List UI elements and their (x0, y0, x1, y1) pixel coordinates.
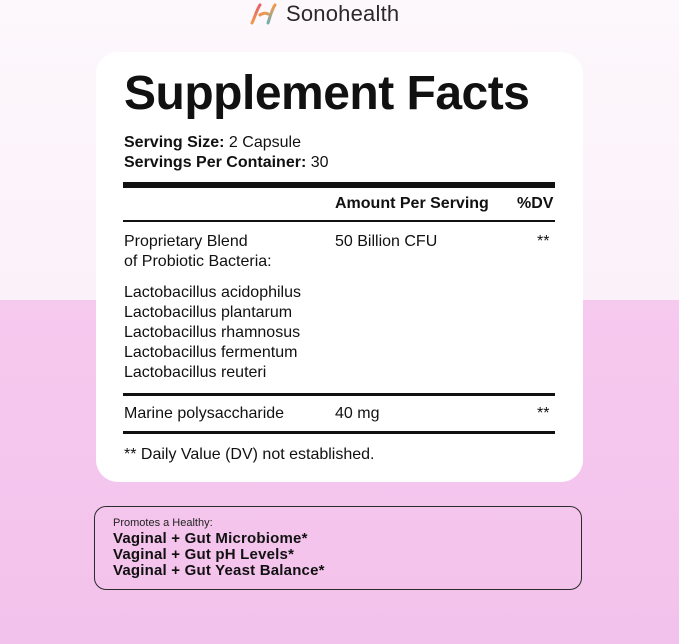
divider-bottom (123, 431, 555, 434)
strain-list (124, 283, 301, 383)
dv-footnote: ** Daily Value (DV) not established. (124, 446, 375, 463)
strain-item: Lactobacillus fermentum (124, 344, 298, 361)
servings-per-container-value: 30 (306, 154, 329, 171)
promo-benefit: Vaginal + Gut pH Levels* (113, 546, 295, 563)
brand-name: Sonohealth (286, 1, 400, 26)
strain-item: Lactobacillus rhamnosus (124, 324, 301, 341)
promo-benefit: Vaginal + Gut Yeast Balance* (113, 562, 325, 579)
brand-header (248, 0, 399, 28)
divider-row (123, 393, 555, 396)
strain-item: Lactobacillus plantarum (124, 304, 293, 321)
ingredient-dv-blend: ** (537, 233, 550, 250)
divider-thick (123, 182, 555, 188)
facts-title: Supplement Facts (124, 67, 530, 120)
serving-size (124, 134, 301, 152)
serving-size-value: 2 Capsule (224, 134, 301, 151)
servings-per-container (124, 154, 329, 172)
ingredient-name-blend (124, 232, 272, 272)
ingredient-name-line: of Probiotic Bacteria: (124, 253, 272, 270)
promotes-healthy-box (94, 506, 582, 590)
promo-label: Promotes a Healthy: (113, 517, 213, 529)
divider-header (123, 220, 555, 222)
promo-benefit: Vaginal + Gut Microbiome* (113, 530, 308, 547)
ingredient-amount-blend: 50 Billion CFU (335, 233, 438, 250)
serving-size-label: Serving Size: (124, 134, 225, 151)
ingredient-name-line: Proprietary Blend (124, 233, 248, 250)
column-header-dv: %DV (517, 195, 554, 212)
sonohealth-logo-icon (248, 3, 278, 25)
ingredient-name-marine: Marine polysaccharide (124, 405, 285, 422)
strain-item: Lactobacillus reuteri (124, 364, 267, 381)
column-header-amount: Amount Per Serving (335, 195, 489, 212)
ingredient-amount-marine: 40 mg (335, 405, 380, 422)
servings-per-container-label: Servings Per Container: (124, 154, 307, 171)
strain-item: Lactobacillus acidophilus (124, 284, 301, 301)
supplement-facts-card (96, 52, 583, 482)
ingredient-dv-marine: ** (537, 405, 550, 422)
